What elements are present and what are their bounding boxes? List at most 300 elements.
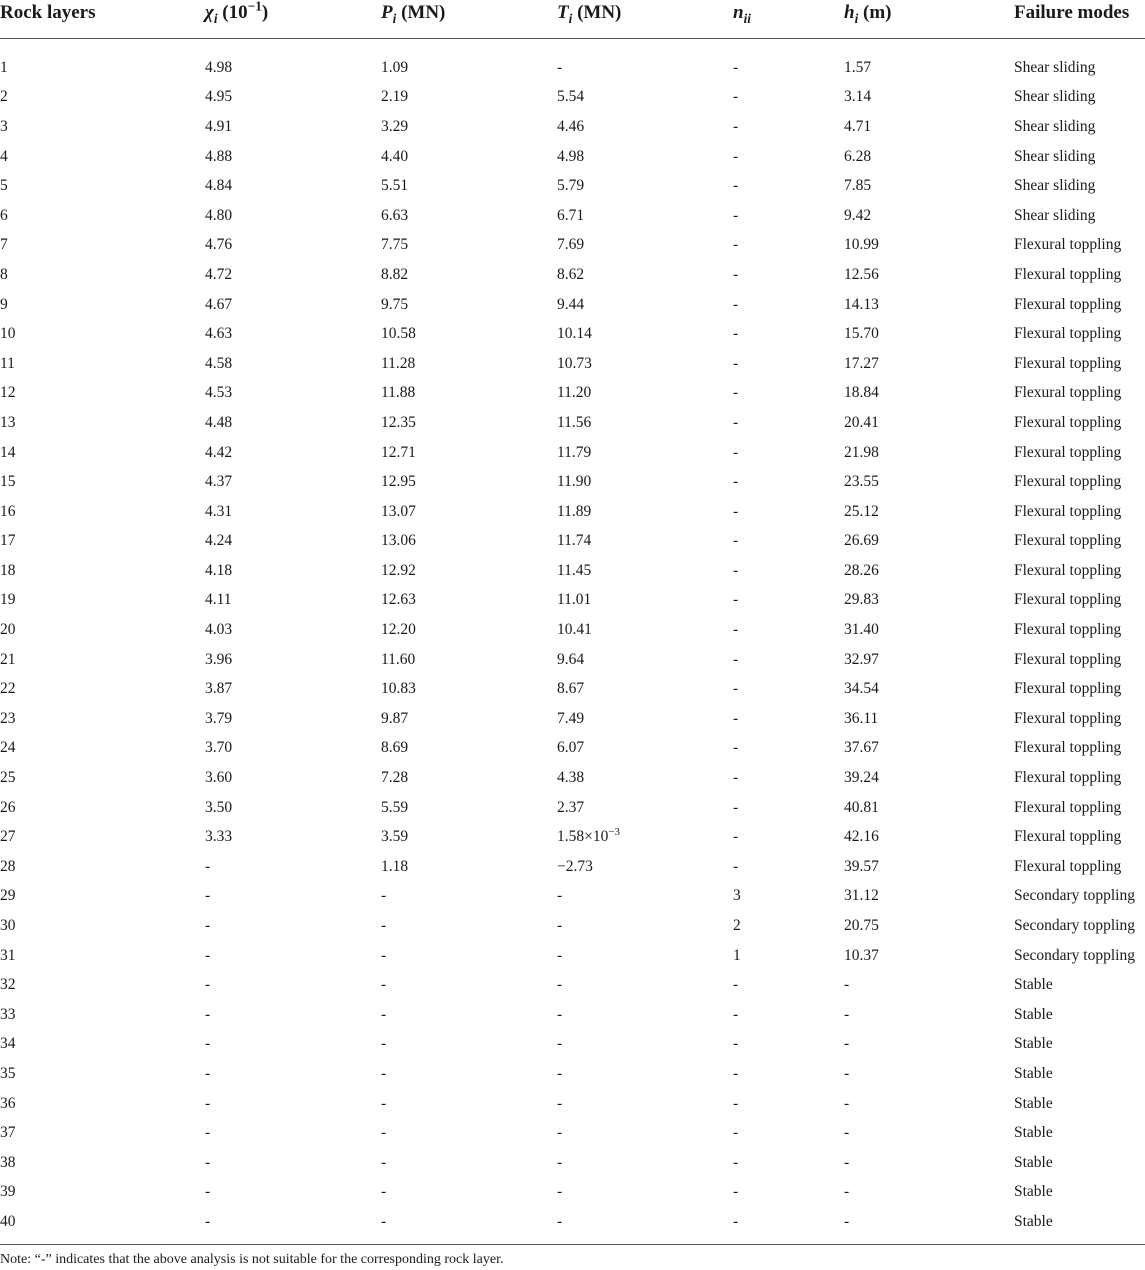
cell-col-h: 32.97	[844, 650, 879, 668]
cell-col-h: 4.71	[844, 117, 872, 135]
cell-col-failure-modes: Flexural toppling	[1014, 473, 1122, 491]
cell-col-h: 34.54	[844, 680, 879, 698]
cell-col-n: -	[733, 532, 739, 550]
cell-col-t: -	[557, 1124, 563, 1142]
cell-col-chi: 4.03	[205, 621, 233, 639]
cell-col-failure-modes: Shear sliding	[1014, 206, 1096, 224]
cell-col-t: 4.98	[557, 147, 585, 165]
cell-col-p: -	[381, 1035, 387, 1053]
cell-col-failure-modes: Flexural toppling	[1014, 295, 1122, 313]
cell-col-rock-layers: 24	[0, 739, 16, 757]
cell-col-p: 3.59	[381, 828, 409, 846]
cell-col-p: 13.06	[381, 532, 416, 550]
cell-col-chi: -	[205, 857, 211, 875]
cell-col-rock-layers: 26	[0, 798, 16, 816]
cell-col-rock-layers: 12	[0, 384, 16, 402]
cell-col-n: -	[733, 354, 739, 372]
cell-col-t: -	[557, 1212, 563, 1230]
cell-col-n: -	[733, 1005, 739, 1023]
cell-col-t: -	[557, 887, 563, 905]
cell-col-t: 10.73	[557, 354, 592, 372]
cell-col-rock-layers: 11	[0, 354, 15, 372]
cell-col-n: 1	[733, 946, 741, 964]
table-row	[0, 793, 1145, 823]
table-row	[0, 1030, 1145, 1060]
cell-col-h: -	[844, 976, 850, 994]
cell-col-failure-modes: Flexural toppling	[1014, 621, 1122, 639]
cell-col-t: 10.41	[557, 621, 592, 639]
cell-col-h: -	[844, 1094, 850, 1112]
cell-col-chi: -	[205, 887, 211, 905]
cell-col-t: -	[557, 1005, 563, 1023]
cell-col-n: -	[733, 236, 739, 254]
cell-col-chi: -	[205, 1124, 211, 1142]
cell-col-n: -	[733, 1183, 739, 1201]
cell-col-p: 12.92	[381, 561, 416, 579]
cell-col-n: -	[733, 709, 739, 727]
cell-col-n: -	[733, 976, 739, 994]
table-note: Note: “-” indicates that the above analysis is not suitable for the corresponding rock layer.	[0, 1252, 504, 1267]
cell-col-p: 5.51	[381, 177, 409, 195]
cell-col-p: 11.28	[381, 354, 416, 372]
cell-col-h: 42.16	[844, 828, 879, 846]
cell-col-h: 1.57	[844, 58, 872, 76]
table-row	[0, 527, 1145, 557]
cell-col-chi: 4.11	[205, 591, 232, 609]
cell-col-h: -	[844, 1124, 850, 1142]
table-row	[0, 497, 1145, 527]
cell-col-chi: 4.98	[205, 58, 233, 76]
cell-col-t: 11.79	[557, 443, 592, 461]
cell-col-p: 7.75	[381, 236, 409, 254]
cell-col-rock-layers: 8	[0, 265, 8, 283]
table-row	[0, 911, 1145, 941]
cell-col-h: 31.12	[844, 887, 879, 905]
cell-col-h: 12.56	[844, 265, 879, 283]
cell-col-n: -	[733, 384, 739, 402]
header-col-p: $P_i$ (MN)	[381, 0, 557, 39]
table-row	[0, 83, 1145, 113]
cell-col-rock-layers: 35	[0, 1064, 16, 1082]
cell-col-h: -	[844, 1035, 850, 1053]
cell-col-t: 7.49	[557, 709, 585, 727]
table-row	[0, 260, 1145, 290]
cell-col-h: 10.99	[844, 236, 879, 254]
cell-col-h: 39.24	[844, 769, 879, 787]
cell-col-t: 11.89	[557, 502, 592, 520]
cell-col-t: −2.73	[557, 857, 593, 875]
cell-col-failure-modes: Flexural toppling	[1014, 739, 1122, 757]
cell-col-chi: 4.76	[205, 236, 233, 254]
table-row	[0, 408, 1145, 438]
cell-col-n: -	[733, 88, 739, 106]
cell-col-p: 5.59	[381, 798, 409, 816]
cell-col-failure-modes: Flexural toppling	[1014, 532, 1122, 550]
cell-col-p: -	[381, 1064, 387, 1082]
cell-col-chi: -	[205, 1183, 211, 1201]
cell-col-rock-layers: 3	[0, 117, 8, 135]
cell-col-t: 11.01	[557, 591, 592, 609]
table-row	[0, 970, 1145, 1000]
cell-col-p: 1.09	[381, 58, 409, 76]
cell-col-t: 5.79	[557, 177, 585, 195]
cell-col-t: -	[557, 1064, 563, 1082]
cell-col-p: 12.71	[381, 443, 416, 461]
cell-col-rock-layers: 4	[0, 147, 8, 165]
table-row	[0, 201, 1145, 231]
cell-col-chi: 4.53	[205, 384, 233, 402]
cell-col-t: 10.14	[557, 325, 592, 343]
cell-col-n: -	[733, 1035, 739, 1053]
cell-col-rock-layers: 7	[0, 236, 8, 254]
table-row	[0, 1118, 1145, 1148]
cell-col-chi: 4.18	[205, 561, 233, 579]
cell-col-failure-modes: Stable	[1014, 1064, 1053, 1082]
table-header	[0, 0, 1145, 39]
table-row	[0, 1089, 1145, 1119]
cell-col-t: 8.62	[557, 265, 585, 283]
cell-col-failure-modes: Stable	[1014, 1212, 1053, 1230]
table-row	[0, 231, 1145, 261]
cell-col-chi: -	[205, 976, 211, 994]
cell-col-t: 11.20	[557, 384, 592, 402]
cell-col-t: -	[557, 976, 563, 994]
cell-col-rock-layers: 1	[0, 58, 8, 76]
table-row	[0, 1207, 1145, 1237]
cell-col-rock-layers: 30	[0, 917, 16, 935]
cell-col-n: -	[733, 206, 739, 224]
cell-col-p: -	[381, 1094, 387, 1112]
cell-col-p: 11.60	[381, 650, 416, 668]
cell-col-rock-layers: 20	[0, 621, 16, 639]
cell-col-failure-modes: Flexural toppling	[1014, 325, 1122, 343]
cell-col-chi: 3.60	[205, 769, 233, 787]
cell-col-n: -	[733, 680, 739, 698]
cell-col-h: 21.98	[844, 443, 879, 461]
cell-col-p: 10.83	[381, 680, 416, 698]
cell-col-rock-layers: 18	[0, 561, 16, 579]
cell-col-p: 8.69	[381, 739, 409, 757]
cell-col-chi: 4.88	[205, 147, 233, 165]
cell-col-h: -	[844, 1183, 850, 1201]
table-row	[0, 734, 1145, 764]
cell-col-p: 12.20	[381, 621, 416, 639]
cell-col-p: 8.82	[381, 265, 409, 283]
cell-col-t: -	[557, 58, 563, 76]
cell-col-chi: 3.50	[205, 798, 233, 816]
cell-col-h: 3.14	[844, 88, 872, 106]
cell-col-t: 9.44	[557, 295, 585, 313]
table-row	[0, 438, 1145, 468]
cell-col-chi: -	[205, 1035, 211, 1053]
cell-col-t: $1.58\times 10^{-3}$	[557, 826, 620, 846]
cell-col-failure-modes: Flexural toppling	[1014, 413, 1122, 431]
cell-col-h: 6.28	[844, 147, 872, 165]
cell-col-chi: 4.84	[205, 177, 233, 195]
cell-col-p: 10.58	[381, 325, 416, 343]
cell-col-h: 31.40	[844, 621, 879, 639]
cell-col-p: -	[381, 946, 387, 964]
header-col-h: $h_i$ (m)	[844, 0, 1014, 39]
table-row	[0, 171, 1145, 201]
cell-col-t: 6.07	[557, 739, 585, 757]
cell-col-failure-modes: Flexural toppling	[1014, 354, 1122, 372]
cell-col-p: 13.07	[381, 502, 416, 520]
cell-col-failure-modes: Flexural toppling	[1014, 591, 1122, 609]
cell-col-p: 1.18	[381, 857, 409, 875]
cell-col-h: 15.70	[844, 325, 879, 343]
cell-col-t: 7.69	[557, 236, 585, 254]
header-col-t: $T_i$ (MN)	[557, 0, 733, 39]
table-row	[0, 882, 1145, 912]
cell-col-p: 9.75	[381, 295, 409, 313]
cell-col-t: -	[557, 1035, 563, 1053]
cell-col-p: -	[381, 1124, 387, 1142]
cell-col-h: -	[844, 1153, 850, 1171]
cell-col-chi: 4.24	[205, 532, 233, 550]
cell-col-h: 17.27	[844, 354, 879, 372]
header-row	[0, 0, 1145, 39]
cell-col-rock-layers: 36	[0, 1094, 16, 1112]
cell-col-h: 29.83	[844, 591, 879, 609]
cell-col-chi: 4.91	[205, 117, 233, 135]
cell-col-rock-layers: 15	[0, 473, 16, 491]
table-row	[0, 112, 1145, 142]
cell-col-t: 8.67	[557, 680, 585, 698]
cell-col-t: 6.71	[557, 206, 585, 224]
cell-col-failure-modes: Flexural toppling	[1014, 561, 1122, 579]
cell-col-n: -	[733, 591, 739, 609]
cell-col-n: -	[733, 1064, 739, 1082]
cell-col-rock-layers: 31	[0, 946, 16, 964]
table-row	[0, 674, 1145, 704]
cell-col-rock-layers: 17	[0, 532, 16, 550]
cell-col-failure-modes: Flexural toppling	[1014, 680, 1122, 698]
cell-col-chi: 3.96	[205, 650, 233, 668]
cell-col-p: -	[381, 976, 387, 994]
table-row	[0, 615, 1145, 645]
cell-col-p: 9.87	[381, 709, 409, 727]
table-row	[0, 941, 1145, 971]
table-row	[0, 822, 1145, 852]
cell-col-failure-modes: Stable	[1014, 1035, 1053, 1053]
cell-col-t: 4.38	[557, 769, 585, 787]
cell-col-rock-layers: 34	[0, 1035, 16, 1053]
cell-col-p: 6.63	[381, 206, 409, 224]
cell-col-n: -	[733, 769, 739, 787]
cell-col-t: 2.37	[557, 798, 585, 816]
table-row	[0, 1148, 1145, 1178]
cell-col-rock-layers: 10	[0, 325, 16, 343]
cell-col-rock-layers: 13	[0, 413, 16, 431]
cell-col-h: 7.85	[844, 177, 872, 195]
cell-col-t: 11.90	[557, 473, 592, 491]
table-row	[0, 142, 1145, 172]
table-row	[0, 556, 1145, 586]
cell-col-p: -	[381, 1153, 387, 1171]
cell-col-rock-layers: 2	[0, 88, 8, 106]
cell-col-n: -	[733, 621, 739, 639]
cell-col-rock-layers: 23	[0, 709, 16, 727]
table-row	[0, 1000, 1145, 1030]
cell-col-n: -	[733, 828, 739, 846]
cell-col-rock-layers: 5	[0, 177, 8, 195]
cell-col-n: -	[733, 1124, 739, 1142]
cell-col-rock-layers: 37	[0, 1124, 16, 1142]
cell-col-h: 14.13	[844, 295, 879, 313]
cell-col-chi: -	[205, 917, 211, 935]
cell-col-p: -	[381, 887, 387, 905]
cell-col-n: -	[733, 177, 739, 195]
table-bottom-rule	[0, 1244, 1145, 1245]
cell-col-failure-modes: Flexural toppling	[1014, 236, 1122, 254]
cell-col-rock-layers: 6	[0, 206, 8, 224]
cell-col-failure-modes: Flexural toppling	[1014, 502, 1122, 520]
cell-col-rock-layers: 32	[0, 976, 16, 994]
cell-col-chi: -	[205, 1094, 211, 1112]
cell-col-p: -	[381, 1005, 387, 1023]
cell-col-n: -	[733, 561, 739, 579]
cell-col-n: -	[733, 798, 739, 816]
cell-col-n: 3	[733, 887, 741, 905]
cell-col-failure-modes: Secondary toppling	[1014, 946, 1135, 964]
cell-col-failure-modes: Stable	[1014, 1124, 1053, 1142]
cell-col-chi: 4.58	[205, 354, 233, 372]
cell-col-failure-modes: Shear sliding	[1014, 147, 1096, 165]
cell-col-failure-modes: Flexural toppling	[1014, 828, 1122, 846]
cell-col-p: 12.63	[381, 591, 416, 609]
cell-col-rock-layers: 39	[0, 1183, 16, 1201]
cell-col-failure-modes: Shear sliding	[1014, 117, 1096, 135]
cell-col-t: -	[557, 1183, 563, 1201]
cell-col-n: -	[733, 58, 739, 76]
table-body	[0, 39, 1145, 1237]
table-row	[0, 379, 1145, 409]
cell-col-n: -	[733, 1094, 739, 1112]
cell-col-n: -	[733, 473, 739, 491]
table-row	[0, 39, 1145, 83]
cell-col-h: 26.69	[844, 532, 879, 550]
cell-col-h: 40.81	[844, 798, 879, 816]
cell-col-rock-layers: 19	[0, 591, 16, 609]
cell-col-h: 28.26	[844, 561, 879, 579]
cell-col-h: 37.67	[844, 739, 879, 757]
table-row	[0, 645, 1145, 675]
cell-col-rock-layers: 27	[0, 828, 16, 846]
table-row	[0, 467, 1145, 497]
cell-col-p: -	[381, 1212, 387, 1230]
cell-col-t: -	[557, 1153, 563, 1171]
cell-col-t: 5.54	[557, 88, 585, 106]
cell-col-h: 23.55	[844, 473, 879, 491]
cell-col-t: -	[557, 946, 563, 964]
header-col-n: $n_{ii}$	[733, 0, 844, 39]
cell-col-failure-modes: Flexural toppling	[1014, 857, 1122, 875]
cell-col-rock-layers: 21	[0, 650, 16, 668]
table-row	[0, 763, 1145, 793]
cell-col-n: -	[733, 265, 739, 283]
cell-col-chi: -	[205, 1153, 211, 1171]
cell-col-n: -	[733, 1212, 739, 1230]
cell-col-t: 11.74	[557, 532, 592, 550]
cell-col-t: 4.46	[557, 117, 585, 135]
cell-col-failure-modes: Shear sliding	[1014, 177, 1096, 195]
cell-col-n: -	[733, 413, 739, 431]
cell-col-failure-modes: Secondary toppling	[1014, 917, 1135, 935]
cell-col-rock-layers: 38	[0, 1153, 16, 1171]
cell-col-failure-modes: Flexural toppling	[1014, 384, 1122, 402]
header-col-rock-layers: Rock layers	[0, 0, 205, 39]
cell-col-p: 2.19	[381, 88, 409, 106]
cell-col-chi: 4.37	[205, 473, 233, 491]
cell-col-failure-modes: Stable	[1014, 1005, 1053, 1023]
cell-col-n: -	[733, 1153, 739, 1171]
cell-col-chi: 3.33	[205, 828, 233, 846]
cell-col-p: 7.28	[381, 769, 409, 787]
cell-col-rock-layers: 16	[0, 502, 16, 520]
cell-col-n: -	[733, 325, 739, 343]
cell-col-failure-modes: Stable	[1014, 1094, 1053, 1112]
cell-col-failure-modes: Stable	[1014, 1153, 1053, 1171]
cell-col-h: -	[844, 1064, 850, 1082]
cell-col-n: -	[733, 443, 739, 461]
cell-col-n: -	[733, 147, 739, 165]
cell-col-h: 10.37	[844, 946, 879, 964]
table-row	[0, 1059, 1145, 1089]
cell-col-failure-modes: Shear sliding	[1014, 88, 1096, 106]
cell-col-p: -	[381, 917, 387, 935]
cell-col-p: -	[381, 1183, 387, 1201]
cell-col-n: -	[733, 117, 739, 135]
cell-col-chi: 4.48	[205, 413, 233, 431]
table-row	[0, 349, 1145, 379]
header-col-failure-modes: Failure modes	[1014, 0, 1145, 39]
cell-col-chi: 4.67	[205, 295, 233, 313]
cell-col-h: 20.41	[844, 413, 879, 431]
cell-col-chi: 4.80	[205, 206, 233, 224]
cell-col-p: 12.35	[381, 413, 416, 431]
cell-col-chi: -	[205, 1212, 211, 1230]
cell-col-failure-modes: Flexural toppling	[1014, 798, 1122, 816]
cell-col-t: -	[557, 917, 563, 935]
table-row	[0, 319, 1145, 349]
cell-col-rock-layers: 9	[0, 295, 8, 313]
cell-col-rock-layers: 22	[0, 680, 16, 698]
cell-col-n: 2	[733, 917, 741, 935]
cell-col-chi: -	[205, 946, 211, 964]
cell-col-chi: -	[205, 1005, 211, 1023]
cell-col-chi: 3.79	[205, 709, 233, 727]
cell-col-rock-layers: 28	[0, 857, 16, 875]
cell-col-chi: 4.42	[205, 443, 233, 461]
cell-col-rock-layers: 40	[0, 1212, 16, 1230]
cell-col-chi: 4.31	[205, 502, 233, 520]
cell-col-failure-modes: Flexural toppling	[1014, 709, 1122, 727]
cell-col-rock-layers: 33	[0, 1005, 16, 1023]
cell-col-chi: 3.87	[205, 680, 233, 698]
cell-col-chi: 4.95	[205, 88, 233, 106]
cell-col-n: -	[733, 502, 739, 520]
cell-col-chi: 4.63	[205, 325, 233, 343]
cell-col-failure-modes: Stable	[1014, 1183, 1053, 1201]
table-row	[0, 586, 1145, 616]
cell-col-t: -	[557, 1094, 563, 1112]
cell-col-h: -	[844, 1212, 850, 1230]
cell-col-h: -	[844, 1005, 850, 1023]
table-row	[0, 290, 1145, 320]
cell-col-p: 11.88	[381, 384, 416, 402]
cell-col-chi: 4.72	[205, 265, 233, 283]
